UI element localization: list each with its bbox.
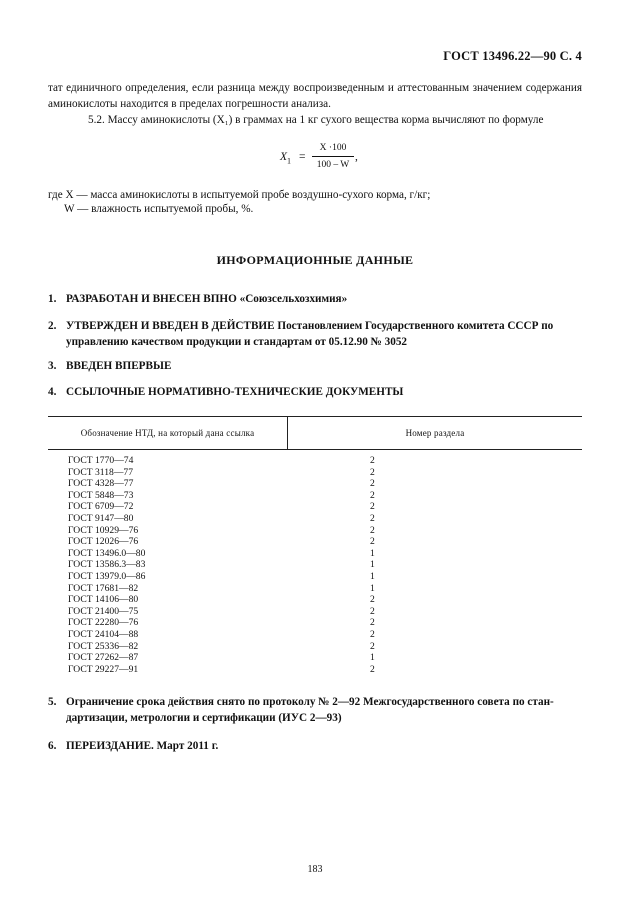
table-row [48, 478, 582, 490]
item-number: 4. [48, 386, 57, 398]
doc-designation: ГОСТ 13496.0—80 [68, 547, 146, 559]
formula-denominator: 100 – W [316, 160, 350, 170]
info-item-3 [48, 358, 582, 374]
table-row [48, 583, 582, 595]
item-text: ПЕРЕИЗДАНИЕ. Март 2011 г. [66, 740, 219, 752]
section-number: 2 [370, 663, 375, 675]
formula-trailing-comma: , [355, 151, 358, 163]
section-number: 2 [370, 478, 375, 490]
item-continuation: дартизации, метрологии и сертификации (ИУС 2—93) [66, 712, 342, 724]
doc-designation: ГОСТ 10929—76 [68, 524, 139, 536]
doc-designation: ГОСТ 12026—76 [68, 536, 139, 548]
table-row [48, 559, 582, 571]
section-number: 2 [370, 512, 375, 524]
doc-designation: ГОСТ 3118—77 [68, 466, 134, 478]
table-row [48, 525, 582, 537]
section-title: ИНФОРМАЦИОННЫЕ ДАННЫЕ [216, 253, 414, 267]
info-item-4 [48, 384, 582, 400]
item-number: 2. [48, 320, 57, 332]
doc-designation: ГОСТ 22280—76 [68, 617, 139, 629]
doc-designation: ГОСТ 27262—87 [68, 652, 139, 664]
table-row [48, 664, 582, 676]
item-number: 3. [48, 360, 57, 372]
info-item-6 [48, 738, 582, 754]
item-text: Ограничение срока действия снято по протоколу № 2—92 Межгосударственного совета по стан- [66, 696, 554, 708]
item-text: ВВЕДЕН ВПЕРВЫЕ [66, 360, 172, 372]
table-row [48, 467, 582, 479]
reference-table-body [48, 455, 582, 675]
section-number: 2 [370, 489, 375, 501]
table-row [48, 594, 582, 606]
section-number: 2 [370, 594, 375, 606]
table-row [48, 641, 582, 653]
doc-designation: ГОСТ 21400—75 [68, 605, 139, 617]
section-number: 1 [370, 559, 375, 571]
document-header: ГОСТ 13496.22—90 С. 4 [443, 49, 582, 63]
item-text: Постановлением Государственного комитета СССР по [277, 320, 554, 332]
table-row [48, 617, 582, 629]
doc-designation: ГОСТ 13979.0—86 [68, 570, 146, 582]
table-row [48, 501, 582, 513]
doc-designation: ГОСТ 29227—91 [68, 663, 139, 675]
info-item-1 [48, 291, 582, 307]
item-number: 1. [48, 293, 57, 305]
table-header-section: Номер раздела [405, 428, 465, 438]
section-number: 2 [370, 455, 375, 466]
doc-designation: ГОСТ 6709—72 [68, 501, 134, 513]
table-header-rule [48, 449, 582, 450]
doc-designation: ГОСТ 25336—82 [68, 640, 139, 652]
section-number: 1 [370, 652, 375, 664]
formula-lhs: $X_1$ [280, 151, 292, 166]
section-number: 2 [370, 466, 375, 478]
where-line-x: где X — масса аминокислоты в испытуемой пробе воздушно-сухого корма, г/кг; [48, 189, 431, 201]
paragraph-5-2: 5.2. Массу аминокислоты (X₁) в граммах на 1 кг сухого вещества корма вычисляют по формуле [88, 114, 544, 126]
table-row [48, 571, 582, 583]
formula [280, 142, 480, 178]
section-number: 2 [370, 536, 375, 548]
table-row [48, 548, 582, 560]
where-line-w: W — влажность испытуемой пробы, %. [64, 203, 254, 215]
page-number: 183 [307, 864, 323, 875]
section-number: 2 [370, 501, 375, 513]
section-number: 1 [370, 547, 375, 559]
doc-designation: ГОСТ 5848—73 [68, 489, 134, 501]
doc-designation: ГОСТ 4328—77 [68, 478, 134, 490]
doc-designation: ГОСТ 24104—88 [68, 628, 139, 640]
item-text: ССЫЛОЧНЫЕ НОРМАТИВНО-ТЕХНИЧЕСКИЕ ДОКУМЕНТЫ [66, 386, 404, 398]
doc-designation: ГОСТ 9147—80 [68, 512, 134, 524]
item-number: 5. [48, 696, 57, 708]
section-number: 1 [370, 582, 375, 594]
table-header-document: Обозначение НТД, на который дана ссылка [80, 428, 255, 438]
item-number: 6. [48, 740, 57, 752]
formula-numerator: X ·100 [319, 143, 347, 153]
table-top-rule [48, 416, 582, 417]
table-row [48, 455, 582, 467]
section-number: 2 [370, 628, 375, 640]
table-row [48, 629, 582, 641]
section-number: 2 [370, 640, 375, 652]
info-item-5 [48, 694, 582, 726]
table-row [48, 606, 582, 618]
doc-designation: ГОСТ 13586.3—83 [68, 559, 146, 571]
doc-designation: ГОСТ 1770—74 [68, 455, 134, 466]
section-number: 1 [370, 570, 375, 582]
fraction-bar [312, 156, 354, 157]
section-number: 2 [370, 605, 375, 617]
doc-designation: ГОСТ 17681—82 [68, 582, 139, 594]
info-item-2 [48, 318, 582, 350]
table-row [48, 652, 582, 664]
table-row [48, 490, 582, 502]
paragraph-continuation: тат единичного определения, если разница между воспроизведенным и аттестованным значением содержания аминокислоты находится в пределах погрешности анализа. [48, 82, 582, 110]
formula-fraction [312, 142, 354, 171]
item-text: РАЗРАБОТАН И ВНЕСЕН ВПНО «Союзсельхозхимия» [66, 293, 348, 305]
table-row [48, 536, 582, 548]
section-number: 2 [370, 617, 375, 629]
table-row [48, 513, 582, 525]
doc-designation: ГОСТ 14106—80 [68, 594, 139, 606]
item-continuation: управлению качеством продукции и стандартам от 05.12.90 № 3052 [66, 336, 408, 348]
section-number: 2 [370, 524, 375, 536]
formula-equals: = [299, 151, 306, 163]
item-lead: УТВЕРЖДЕН И ВВЕДЕН В ДЕЙСТВИЕ [66, 320, 275, 332]
